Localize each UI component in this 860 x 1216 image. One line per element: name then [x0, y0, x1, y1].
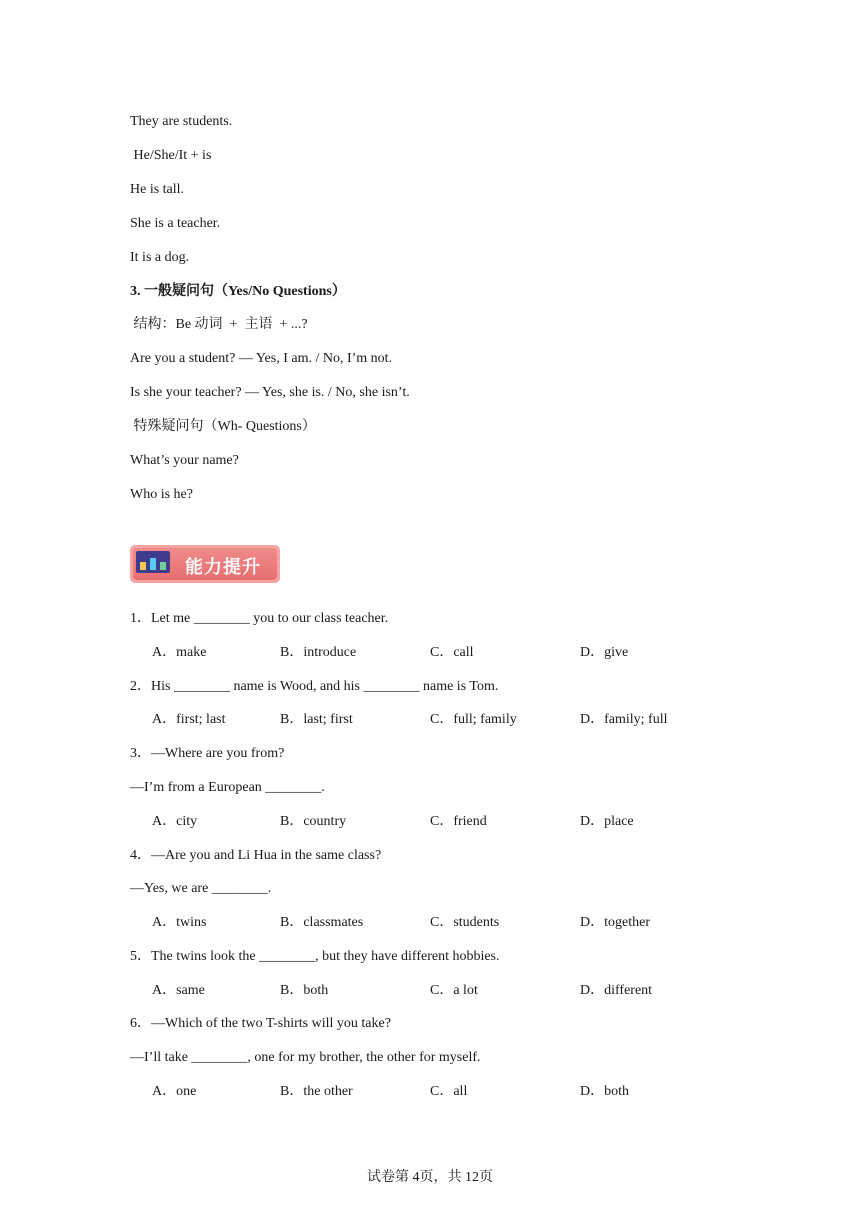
text-line: 特殊疑问句（Wh- Questions）	[130, 419, 316, 434]
option-b: B．introduce	[280, 645, 357, 660]
text-line: He/She/It + is	[130, 148, 212, 163]
option-c: C．a lot	[430, 983, 478, 998]
option-a: A．first; last	[152, 712, 226, 727]
question-stem: 5．The twins look the ________, but they have different hobbies.	[130, 949, 500, 964]
question-stem: 1．Let me ________ you to our class teacher.	[130, 611, 389, 626]
blocks-icon	[136, 551, 170, 573]
question-stem: —Yes, we are ________.	[130, 881, 272, 896]
question-stem: —I’m from a European ________.	[130, 780, 325, 795]
option-a: A．same	[152, 983, 205, 998]
question-stem: 3．—Where are you from?	[130, 746, 285, 761]
option-b: B．both	[280, 983, 329, 998]
text-line: He is tall.	[130, 182, 185, 197]
page-footer: 试卷第 4页，共 12页	[367, 1170, 493, 1185]
option-a: A．city	[152, 814, 198, 829]
text-line: What’s your name?	[130, 453, 239, 468]
option-b: B．last; first	[280, 712, 353, 727]
option-d: D．different	[580, 983, 653, 998]
option-c: C．friend	[430, 814, 487, 829]
question-stem: 2．His ________ name is Wood, and his ________ name is Tom.	[130, 679, 499, 694]
option-d: D．together	[580, 915, 650, 930]
question-stem: 6．—Which of the two T-shirts will you take?	[130, 1016, 391, 1031]
question-stem: —I’ll take ________, one for my brother, the other for myself.	[130, 1050, 481, 1065]
option-c: C．students	[430, 915, 500, 930]
banner-label: 能力提升	[185, 557, 261, 578]
option-a: A．make	[152, 645, 207, 660]
question-stem: 4．—Are you and Li Hua in the same class?	[130, 848, 382, 863]
option-b: B．classmates	[280, 915, 364, 930]
text-line: 结构：Be 动词 + 主语 + ...?	[130, 317, 308, 332]
option-a: A．one	[152, 1084, 197, 1099]
option-c: C．all	[430, 1084, 468, 1099]
section-banner	[130, 545, 280, 583]
option-d: D．family; full	[580, 712, 668, 727]
option-c: C．call	[430, 645, 474, 660]
text-line: She is a teacher.	[130, 216, 221, 231]
option-c: C．full; family	[430, 712, 517, 727]
section-heading: 3. 一般疑问句（Yes/No Questions）	[130, 284, 346, 299]
option-b: B．the other	[280, 1084, 353, 1099]
option-d: D．both	[580, 1084, 629, 1099]
option-a: A．twins	[152, 915, 207, 930]
option-d: D．give	[580, 645, 629, 660]
option-b: B．country	[280, 814, 347, 829]
text-line: Are you a student? — Yes, I am. / No, I’m not.	[130, 351, 393, 366]
text-line: Who is he?	[130, 487, 193, 502]
option-d: D．place	[580, 814, 634, 829]
text-line: Is she your teacher? — Yes, she is. / No, she isn’t.	[130, 385, 410, 400]
text-line: It is a dog.	[130, 250, 190, 265]
text-line: They are students.	[130, 114, 233, 129]
